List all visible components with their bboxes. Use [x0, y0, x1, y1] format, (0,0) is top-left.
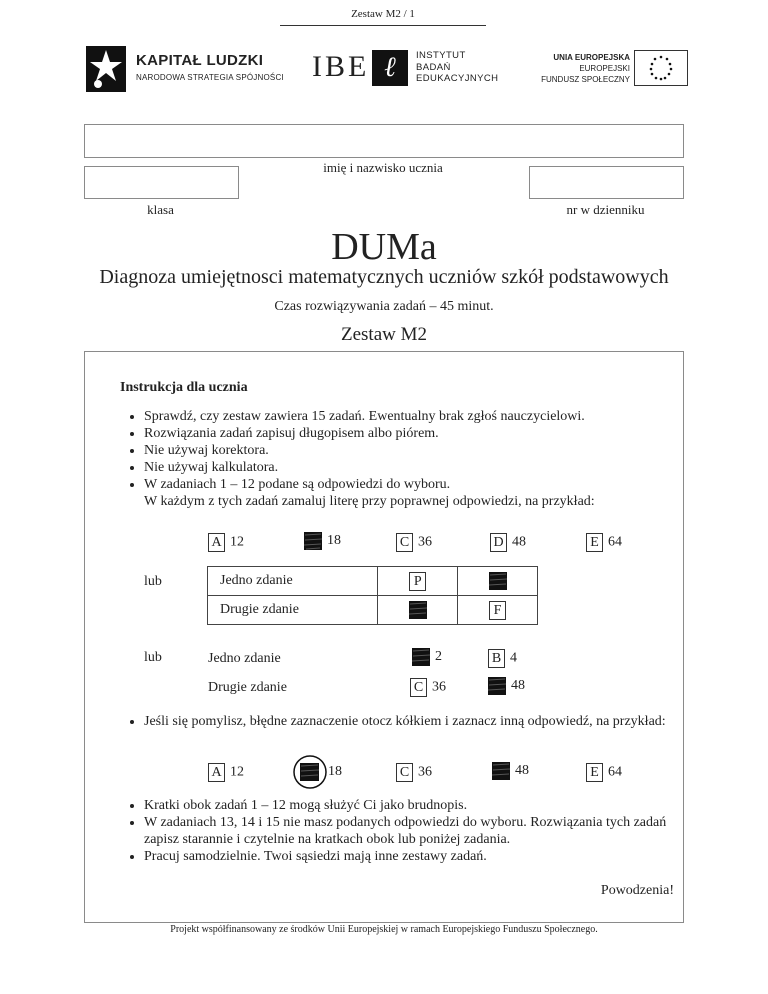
mistake-instruction — [124, 713, 674, 730]
example3-option-a-marked: 2 — [410, 646, 442, 668]
instructions-heading: Instrukcja dla ucznia — [120, 380, 248, 395]
kapital-ludzki-logo — [86, 42, 296, 96]
example1-option-c: C 36 — [396, 533, 432, 552]
ibe-icon: ℓ — [372, 50, 408, 86]
register-number-label: nr w dzienniku — [566, 202, 645, 217]
circled-mark-icon — [292, 754, 328, 790]
header-rule — [280, 25, 486, 26]
kapital-ludzki-subtitle: NARODOWA STRATEGIA SPÓJNOŚCI — [136, 73, 284, 82]
table-cell-label: Drugie zdanie — [208, 596, 378, 625]
class-label: klasa — [147, 202, 174, 217]
example4-option-b-circled: 18 — [292, 754, 342, 790]
page-label: Zestaw M2 / 1 — [351, 8, 415, 20]
closing-text: Powodzenia! — [600, 883, 674, 898]
instruction-item: • Rozwiązania zadań zapisuj długopisem albo piórem. — [144, 425, 684, 442]
filled-mark-icon — [490, 760, 512, 782]
subtitle: Diagnoza umiejętnosci matematycznych uczniów szkół podstawowych — [99, 266, 669, 288]
example4-option-a: A 12 — [208, 763, 244, 782]
set-title: Zestaw M2 — [340, 324, 427, 345]
example1-option-b-marked: 18 — [302, 530, 341, 552]
ibe-mark: IBE — [312, 50, 370, 83]
table-cell-f: F — [458, 596, 538, 625]
kapital-ludzki-title: KAPITAŁ LUDZKI — [136, 52, 264, 69]
instructions-list — [124, 408, 684, 510]
main-title: DUMa — [331, 226, 437, 268]
table-cell-label: Jedno zdanie — [208, 567, 378, 596]
register-number-field[interactable] — [529, 166, 684, 199]
filled-mark-icon — [486, 675, 508, 697]
ue-text: UNIA EUROPEJSKA EUROPEJSKI FUNDUSZ SPOŁECZNY — [541, 53, 630, 84]
table-cell-p-marked — [378, 596, 458, 625]
filled-mark-icon — [407, 599, 429, 621]
filled-mark-icon — [410, 646, 432, 668]
example4-option-c: C 36 — [396, 763, 432, 782]
instruction-item: • W zadaniach 13, 14 i 15 nie masz podanych odpowiedzi do wyboru. Rozwiązania tych zadań zapisz starannie i czytelnie na kratkach obok lub poniżej zadania. — [144, 814, 684, 848]
example1-option-e: E 64 — [586, 533, 622, 552]
example3-row1-label: Jedno zdanie — [208, 651, 281, 666]
footer-text: Projekt współfinansowany ze środków Unii Europejskiej w ramach Europejskiego Funduszu Społecznego. — [170, 924, 598, 935]
table-cell-f-marked — [458, 567, 538, 596]
example3-row2-label: Drugie zdanie — [208, 680, 287, 695]
example4-option-d-marked: 48 — [490, 760, 529, 782]
instruction-item: • Jeśli się pomylisz, błędne zaznaczenie otocz kółkiem i zaznacz inną odpowiedź, na przykład: — [144, 713, 674, 730]
eu-flag-icon — [634, 50, 688, 86]
instruction-item: • Kratki obok zadań 1 – 12 mogą służyć Ci jako brudnopis. — [144, 797, 684, 814]
example4-option-e: E 64 — [586, 763, 622, 782]
example3-option-d-marked: 48 — [486, 675, 525, 697]
time-limit: Czas rozwiązywania zadań – 45 minut. — [274, 299, 494, 314]
instruction-item: • Nie używaj kalkulatora. — [144, 459, 684, 476]
instruction-item: • W zadaniach 1 – 12 podane są odpowiedzi do wyboru. W każdym z tych zadań zamaluj literę przy poprawnej odpowiedzi, na przykład: — [144, 476, 684, 510]
table-cell-p: P — [378, 567, 458, 596]
table-row — [208, 596, 538, 625]
ibe-text: INSTYTUT BADAŃ EDUKACYJNYCH — [416, 50, 499, 84]
instruction-item: • Nie używaj korektora. — [144, 442, 684, 459]
student-name-field[interactable] — [84, 124, 684, 158]
or-label: lub — [144, 650, 162, 665]
student-name-label: imię i nazwisko ucznia — [323, 160, 443, 175]
instruction-item: • Pracuj samodzielnie. Twoi sąsiedzi mają inne zestawy zadań. — [144, 848, 684, 865]
final-instructions — [124, 797, 684, 865]
filled-mark-icon — [487, 570, 509, 592]
ue-logo — [538, 50, 688, 90]
table-row — [208, 567, 538, 596]
example3-option-c: C 36 — [410, 678, 446, 697]
class-field[interactable] — [84, 166, 239, 199]
example3-option-b: B 4 — [488, 649, 517, 668]
filled-mark-icon — [302, 530, 324, 552]
kapital-ludzki-icon — [86, 42, 130, 96]
example1-option-a: A 12 — [208, 533, 244, 552]
or-label: lub — [144, 574, 162, 589]
ibe-logo — [310, 46, 510, 90]
example1-option-d: D 48 — [490, 533, 526, 552]
true-false-table — [207, 566, 538, 625]
instruction-item: • Sprawdź, czy zestaw zawiera 15 zadań. Ewentualny brak zgłoś nauczycielowi. — [144, 408, 684, 425]
